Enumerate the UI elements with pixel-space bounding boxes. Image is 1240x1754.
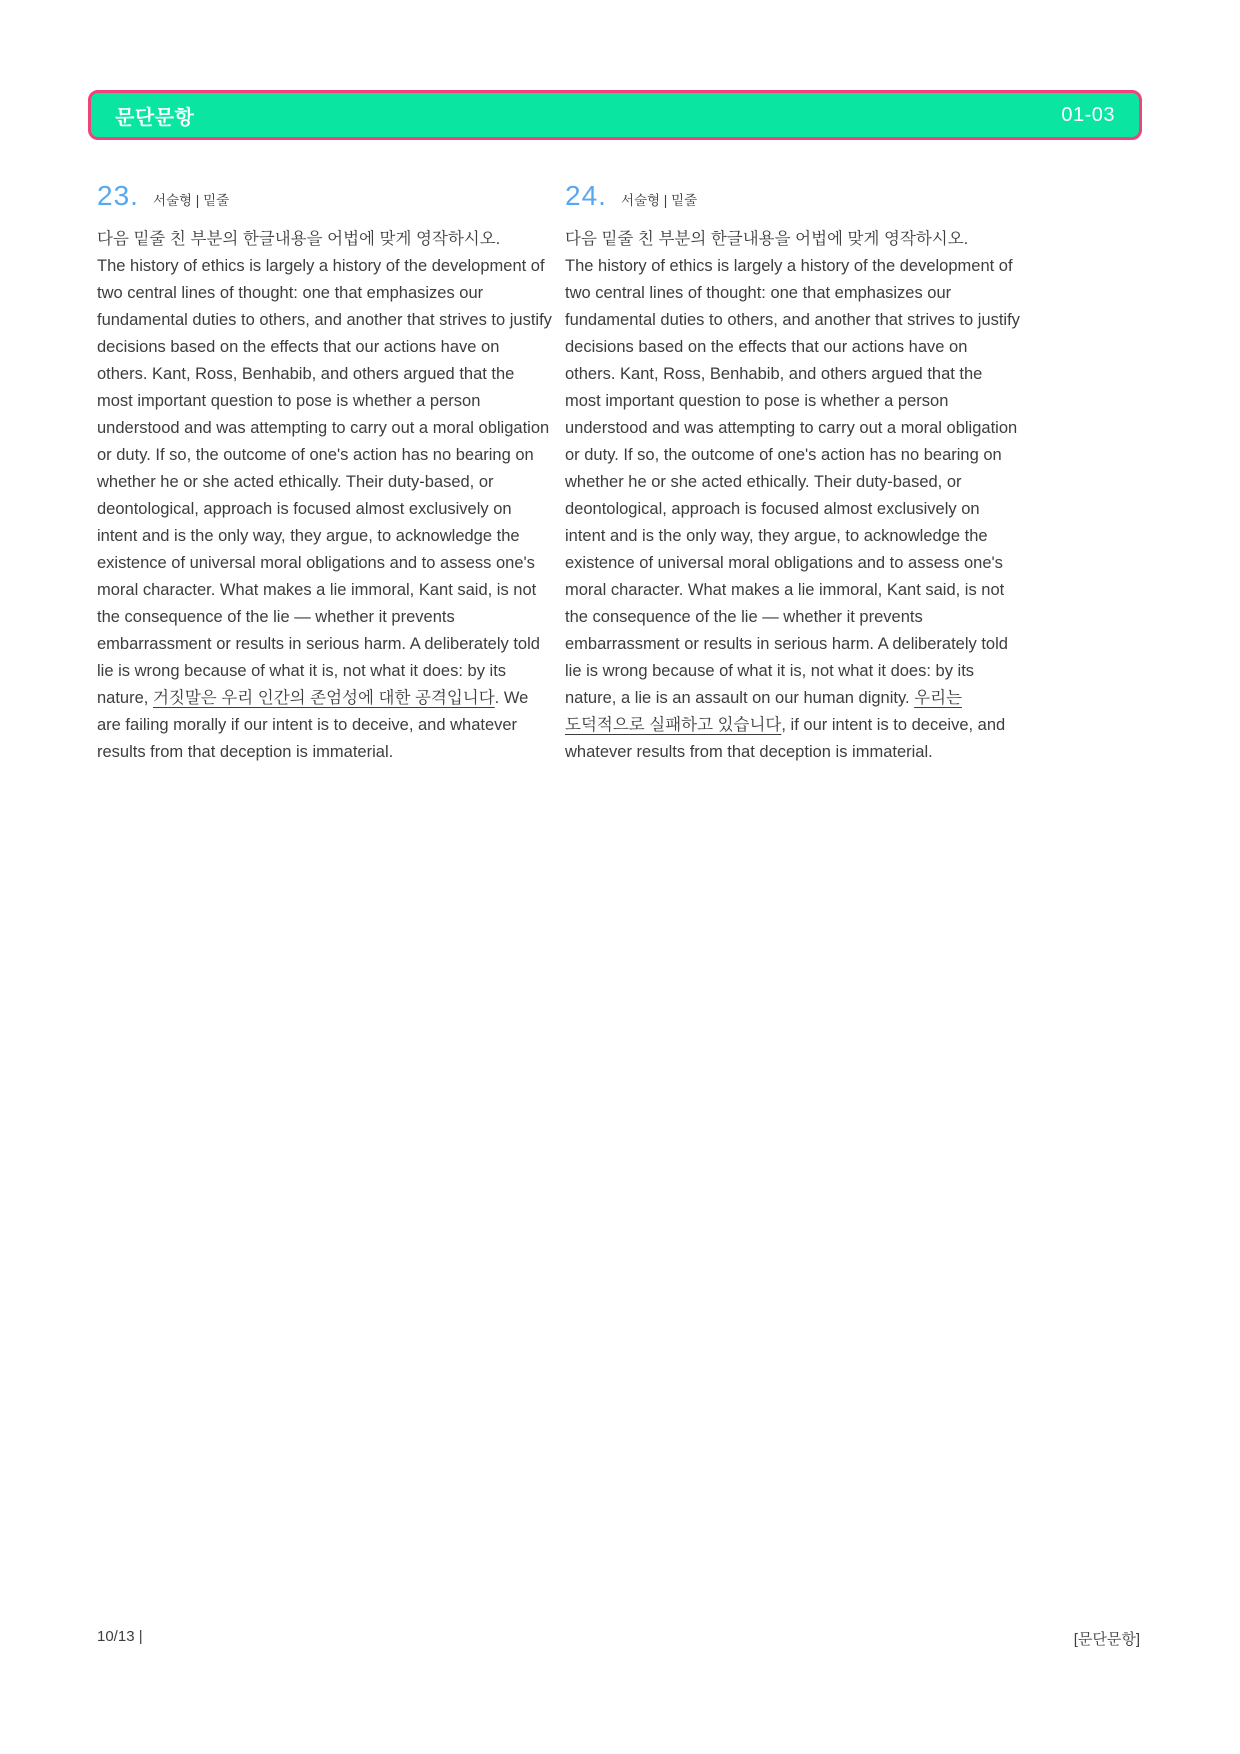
- footer-page-number: 10/13 |: [97, 1628, 143, 1645]
- question-block-23: [97, 180, 553, 766]
- question-type-label: 서술형 | 밑줄: [152, 193, 230, 208]
- passage-text: , if our intent is to deceive, and whatever results from that deception is immaterial.: [565, 716, 1006, 761]
- passage-text: The history of ethics is largely a history of the development of two central lines of thought: one that emphasizes our fundamental duties to others, and another that strives to justify decisions based on the effects that our actions have on others. Kant, Ross, Benhabib, and others argued that the most important question to pose is whether a person understood and was attempting to carry out a moral obligation or duty. If so, the outcome of one's action has no bearing on whether he or she acted ethically. Their duty-based, or deontological, approach is focused almost exclusively on intent and is the only way, they argue, to acknowledge the existence of universal moral obligations and to assess one's moral character. What makes a lie immoral, Kant said, is not the consequence of the lie — whether it prevents embarrassment or results in serious harm. A deliberately told lie is wrong because of what it is, not what it does: by its nature, a lie is an assault on our human dignity.: [565, 257, 1020, 707]
- questions-row: [97, 180, 1021, 766]
- question-instruction: 다음 밑줄 친 부분의 한글내용을 어법에 맞게 영작하시오.: [97, 230, 501, 248]
- header-bar: [88, 90, 1142, 140]
- page-footer: [97, 1628, 1140, 1649]
- footer-section-label: [문단문항]: [1073, 1631, 1140, 1648]
- question-instruction: 다음 밑줄 친 부분의 한글내용을 어법에 맞게 영작하시오.: [565, 230, 969, 248]
- underlined-korean-text: 우리는 도덕적으로 실패하고 있습니다: [565, 689, 962, 734]
- header-title: 문단문항: [115, 106, 195, 129]
- question-header: [97, 180, 553, 216]
- header-code: 01-03: [1061, 103, 1115, 126]
- question-passage: [565, 253, 1021, 766]
- question-block-24: [565, 180, 1021, 766]
- question-passage: [97, 253, 553, 766]
- question-number: 24.: [565, 180, 607, 211]
- passage-text: . We are failing morally if our intent is to deceive, and whatever results from that deception is immaterial.: [97, 689, 529, 761]
- passage-text: The history of ethics is largely a history of the development of two central lines of thought: one that emphasizes our fundamental duties to others, and another that strives to justify decisions based on the effects that our actions have on others. Kant, Ross, Benhabib, and others argued that the most important question to pose is whether a person understood and was attempting to carry out a moral obligation or duty. If so, the outcome of one's action has no bearing on whether he or she acted ethically. Their duty-based, or deontological, approach is focused almost exclusively on intent and is the only way, they argue, to acknowledge the existence of universal moral obligations and to assess one's moral character. What makes a lie immoral, Kant said, is not the consequence of the lie — whether it prevents embarrassment or results in serious harm. A deliberately told lie is wrong because of what it is, not what it does: by its nature,: [97, 257, 552, 707]
- question-number: 23.: [97, 180, 139, 211]
- question-type-label: 서술형 | 밑줄: [620, 193, 698, 208]
- underlined-korean-text: 거짓말은 우리 인간의 존엄성에 대한 공격입니다: [152, 689, 495, 707]
- question-header: [565, 180, 1021, 216]
